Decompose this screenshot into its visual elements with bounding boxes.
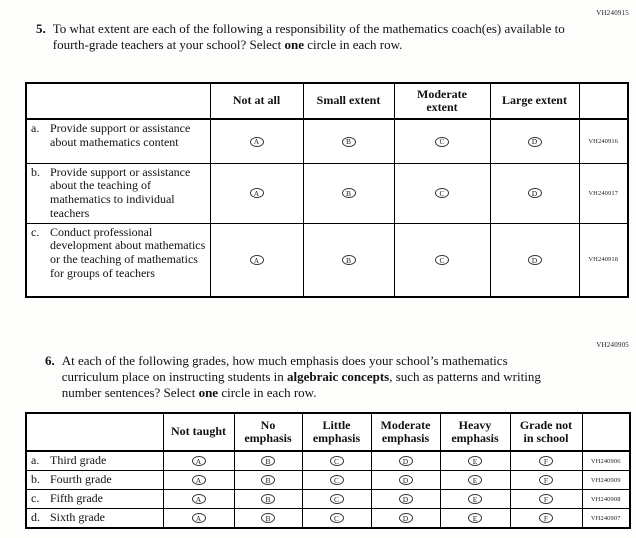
answer-circle-c[interactable]: C [330, 513, 344, 523]
answer-circle-b[interactable]: B [261, 456, 275, 466]
question-6-text-part: , such as patterns and writing number sentences? Select [61, 369, 541, 400]
column-header: Heavy emphasis [440, 413, 510, 451]
question-5-number: 5. [36, 21, 46, 36]
option-cell [440, 451, 510, 471]
answer-circle-f[interactable]: F [539, 456, 553, 466]
option-cell [371, 509, 440, 529]
option-cell [440, 471, 510, 490]
answer-circle-c[interactable]: C [330, 475, 344, 485]
question-6-number: 6. [45, 353, 55, 368]
row-label: Fourth grade [50, 472, 112, 487]
table-row [26, 163, 628, 223]
row-label-cell [26, 471, 163, 490]
option-cell [302, 471, 371, 490]
option-cell [510, 451, 582, 471]
option-cell [302, 451, 371, 471]
answer-circle-f[interactable]: F [539, 513, 553, 523]
answer-circle-f[interactable]: F [539, 494, 553, 504]
row-letter: a. [31, 121, 40, 135]
row-label-cell [26, 451, 163, 471]
question-6-text [62, 353, 553, 401]
answer-circle-b[interactable]: B [342, 188, 356, 198]
item-code: VH240909 [582, 471, 630, 490]
answer-circle-e[interactable]: E [468, 475, 482, 485]
question-5-text-bold: one [284, 37, 304, 52]
option-cell [210, 119, 303, 163]
option-cell [490, 163, 579, 223]
option-cell [234, 451, 302, 471]
row-label-cell [26, 119, 210, 163]
column-header: Not taught [163, 413, 234, 451]
option-cell [510, 509, 582, 529]
answer-circle-d[interactable]: D [399, 494, 413, 504]
answer-circle-d[interactable]: D [399, 513, 413, 523]
question-5-text [53, 21, 588, 53]
row-letter: c. [31, 224, 40, 239]
table-row [26, 471, 630, 490]
answer-circle-b[interactable]: B [342, 137, 356, 147]
column-header: Moderate emphasis [371, 413, 440, 451]
answer-circle-c[interactable]: C [330, 494, 344, 504]
row-label-cell [26, 223, 210, 297]
option-cell [490, 119, 579, 163]
row-label: Fifth grade [50, 491, 103, 506]
answer-circle-a[interactable]: A [192, 456, 206, 466]
option-cell [234, 490, 302, 509]
option-cell [394, 223, 490, 297]
question-6-text-part: At each of the following grades, how much emphasis does your school’s mathematics curriculum place on instructing students in [61, 353, 508, 384]
answer-circle-d[interactable]: D [528, 188, 542, 198]
column-header: Not at all [210, 83, 303, 119]
question-5 [36, 21, 588, 53]
option-cell [510, 471, 582, 490]
column-header: Grade not in school [510, 413, 582, 451]
option-cell [210, 223, 303, 297]
option-cell [490, 223, 579, 297]
question-5-text-part: To what extent are each of the following a responsibility of the mathematics coach(es) available to fourth-grade teachers at your school? Select [52, 21, 565, 52]
table-row [26, 119, 628, 163]
option-cell [302, 490, 371, 509]
option-cell [210, 163, 303, 223]
q5-header-row [26, 83, 628, 119]
row-label: Third grade [50, 453, 107, 468]
option-cell [163, 471, 234, 490]
answer-circle-a[interactable]: A [192, 494, 206, 504]
item-code: VH240907 [582, 509, 630, 529]
column-header: Large extent [490, 83, 579, 119]
table-row [26, 490, 630, 509]
option-cell [303, 163, 394, 223]
answer-circle-a[interactable]: A [192, 475, 206, 485]
answer-circle-a[interactable]: A [250, 188, 264, 198]
row-letter: d. [31, 510, 40, 525]
row-letter: c. [31, 491, 40, 506]
answer-circle-b[interactable]: B [342, 255, 356, 265]
empty-header-cell [26, 83, 210, 119]
q6-header-row [26, 413, 630, 451]
answer-circle-a[interactable]: A [250, 137, 264, 147]
answer-circle-d[interactable]: D [528, 137, 542, 147]
column-header: Little emphasis [302, 413, 371, 451]
row-label-cell [26, 163, 210, 223]
answer-circle-e[interactable]: E [468, 513, 482, 523]
row-letter: b. [31, 164, 40, 179]
column-header: Moderate extent [394, 83, 490, 119]
empty-header-cell [582, 413, 630, 451]
option-cell [163, 490, 234, 509]
table-row [26, 509, 630, 529]
row-label: Provide support or assistance about the teaching of mathematics to individual teachers [50, 164, 191, 220]
item-code: VH240916 [579, 119, 628, 163]
option-cell [234, 509, 302, 529]
answer-circle-c[interactable]: C [435, 137, 449, 147]
row-label: Sixth grade [50, 510, 105, 525]
column-header: Small extent [303, 83, 394, 119]
answer-circle-c[interactable]: C [435, 255, 449, 265]
question-6 [45, 353, 553, 401]
option-cell [163, 451, 234, 471]
option-cell [371, 490, 440, 509]
answer-circle-c[interactable]: C [330, 456, 344, 466]
row-label: Conduct professional development about mathematics or the teaching of mathematics for groups of teachers [50, 224, 206, 281]
answer-circle-e[interactable]: E [468, 494, 482, 504]
answer-circle-f[interactable]: F [539, 475, 553, 485]
option-cell [163, 509, 234, 529]
option-cell [510, 490, 582, 509]
answer-circle-a[interactable]: A [250, 255, 264, 265]
item-code: VH240917 [579, 163, 628, 223]
answer-circle-d[interactable]: D [528, 255, 542, 265]
answer-circle-d[interactable]: D [399, 475, 413, 485]
option-cell [303, 119, 394, 163]
answer-circle-b[interactable]: B [261, 513, 275, 523]
q5-response-table [25, 82, 629, 298]
row-letter: a. [31, 453, 40, 468]
empty-header-cell [26, 413, 163, 451]
option-cell [303, 223, 394, 297]
empty-header-cell [579, 83, 628, 119]
column-header: No emphasis [234, 413, 302, 451]
answer-circle-b[interactable]: B [261, 494, 275, 504]
option-cell [394, 163, 490, 223]
table-row [26, 223, 628, 297]
answer-circle-a[interactable]: A [192, 513, 206, 523]
answer-circle-b[interactable]: B [261, 475, 275, 485]
option-cell [302, 509, 371, 529]
question-6-code: VH240905 [596, 341, 629, 349]
q6-response-table [25, 412, 631, 529]
item-code: VH240906 [582, 451, 630, 471]
question-6-text-bold: algebraic concepts [287, 369, 390, 384]
table-row [26, 451, 630, 471]
row-label: Provide support or assistance about mathematics content [50, 121, 191, 149]
answer-circle-e[interactable]: E [468, 456, 482, 466]
row-letter: b. [31, 472, 40, 487]
row-label-cell [26, 490, 163, 509]
option-cell [440, 490, 510, 509]
answer-circle-c[interactable]: C [435, 188, 449, 198]
option-cell [234, 471, 302, 490]
question-6-text-bold: one [198, 385, 219, 400]
answer-circle-d[interactable]: D [399, 456, 413, 466]
question-5-code: VH240915 [596, 9, 629, 17]
row-label-cell [26, 509, 163, 529]
item-code: VH240918 [579, 223, 628, 297]
item-code: VH240908 [582, 490, 630, 509]
option-cell [440, 509, 510, 529]
question-5-text-part: circle in each row. [303, 37, 403, 52]
option-cell [394, 119, 490, 163]
option-cell [371, 471, 440, 490]
question-6-text-part: circle in each row. [218, 385, 317, 400]
option-cell [371, 451, 440, 471]
